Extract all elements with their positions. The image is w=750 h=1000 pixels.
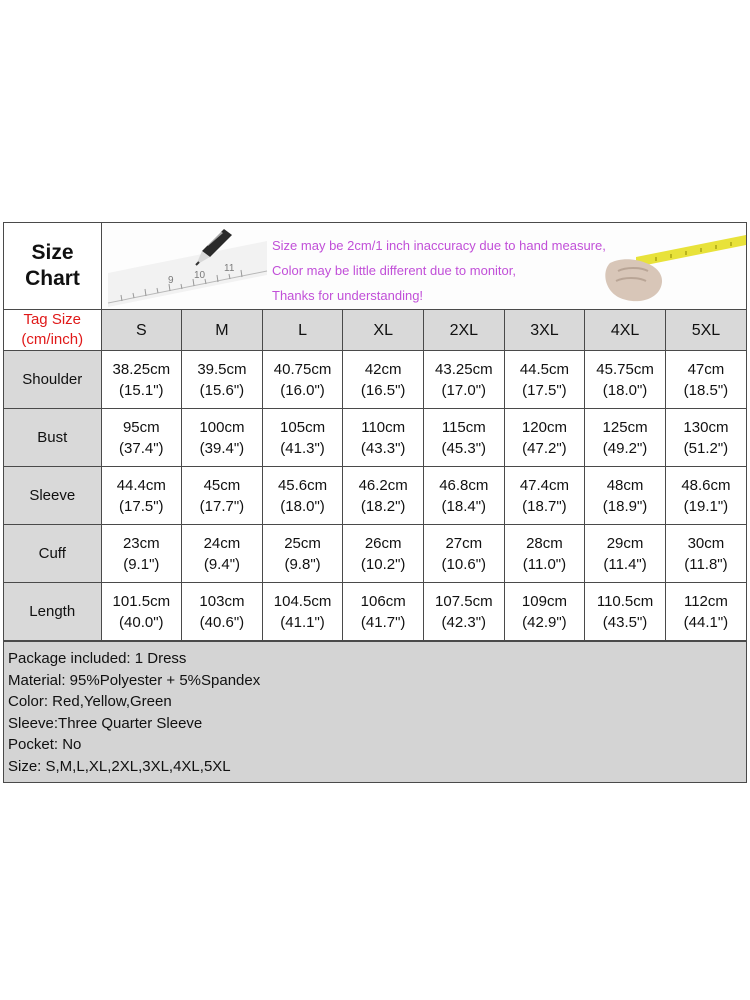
info-line: Color: Red,Yellow,Green bbox=[8, 693, 172, 711]
measurement-cell bbox=[262, 351, 343, 409]
size-header: 5XL bbox=[665, 310, 746, 351]
measurement-cell bbox=[182, 525, 263, 583]
cm-value: 43.25cm bbox=[435, 360, 493, 378]
cm-value: 29cm bbox=[606, 534, 644, 552]
size-header: 3XL bbox=[504, 310, 585, 351]
cm-value: 100cm bbox=[199, 418, 245, 436]
measurement-banner bbox=[102, 223, 746, 309]
cm-value: 28cm bbox=[526, 534, 563, 552]
inch-value: (17.5") bbox=[522, 381, 567, 399]
measurement-cell bbox=[424, 525, 505, 583]
cm-value: 110cm bbox=[361, 418, 406, 436]
tag-size-line-2: (cm/inch) bbox=[21, 331, 84, 348]
inch-value: (16.0") bbox=[280, 381, 325, 399]
cm-value: 109cm bbox=[521, 592, 567, 610]
measurement-cell bbox=[665, 525, 746, 583]
cm-value: 125cm bbox=[602, 418, 648, 436]
cm-value: 45.6cm bbox=[277, 476, 328, 494]
inch-value: (18.4") bbox=[441, 497, 487, 515]
inch-value: (9.8") bbox=[284, 555, 321, 573]
inch-value: (42.9") bbox=[522, 613, 567, 631]
cm-value: 26cm bbox=[364, 534, 402, 552]
ruler-number-9: 9 bbox=[168, 275, 174, 286]
size-chart bbox=[3, 222, 747, 783]
cm-value: 47.4cm bbox=[519, 476, 570, 494]
inch-value: (41.7") bbox=[360, 613, 406, 631]
measurement-cell bbox=[424, 467, 505, 525]
measurement-row-shoulder bbox=[4, 351, 746, 409]
tag-size-line-1: Tag Size bbox=[23, 311, 82, 328]
measurement-cell bbox=[585, 351, 666, 409]
measurement-cell bbox=[182, 409, 263, 467]
size-header: 4XL bbox=[585, 310, 666, 351]
measurement-cell bbox=[101, 351, 182, 409]
measurement-row-sleeve bbox=[4, 467, 746, 525]
cm-value: 103cm bbox=[199, 592, 245, 610]
cm-value: 25cm bbox=[284, 534, 321, 552]
inch-value: (18.0") bbox=[280, 497, 325, 515]
measurement-cell bbox=[424, 409, 505, 467]
measurement-row-bust bbox=[4, 409, 746, 467]
measurement-cell bbox=[262, 467, 343, 525]
cm-value: 39.5cm bbox=[197, 360, 247, 378]
inch-value: (18.0") bbox=[602, 381, 648, 399]
inch-value: (17.0") bbox=[441, 381, 487, 399]
measurement-cell bbox=[665, 409, 746, 467]
info-line: Pocket: No bbox=[8, 736, 82, 754]
ruler-number-10: 10 bbox=[194, 270, 206, 281]
note-line-3: Thanks for understanding! bbox=[272, 288, 424, 303]
row-label: Shoulder bbox=[4, 351, 101, 409]
inch-value: (43.3") bbox=[360, 439, 406, 457]
row-label: Sleeve bbox=[4, 467, 101, 525]
measurement-cell bbox=[101, 409, 182, 467]
cm-value: 46.2cm bbox=[358, 476, 408, 494]
info-line: Size: S,M,L,XL,2XL,3XL,4XL,5XL bbox=[8, 757, 231, 775]
inch-value: (51.2") bbox=[683, 439, 729, 457]
measurement-cell bbox=[665, 583, 746, 641]
inch-value: (40.0") bbox=[119, 613, 164, 631]
measurement-cell bbox=[262, 583, 343, 641]
inch-value: (18.2") bbox=[360, 497, 406, 515]
chart-title bbox=[4, 223, 102, 309]
note-line-1: Size may be 2cm/1 inch inaccuracy due to hand measure, bbox=[272, 238, 606, 253]
measurement-cell bbox=[504, 351, 585, 409]
row-label: Length bbox=[4, 583, 101, 641]
size-header: XL bbox=[343, 310, 424, 351]
inch-value: (15.1") bbox=[119, 381, 164, 399]
size-table bbox=[4, 310, 746, 641]
measurement-cell bbox=[262, 409, 343, 467]
measurement-cell bbox=[424, 351, 505, 409]
chart-title-line-1: Size bbox=[31, 241, 74, 264]
size-header-row bbox=[4, 310, 746, 351]
row-label: Cuff bbox=[4, 525, 101, 583]
cm-value: 44.4cm bbox=[116, 476, 166, 494]
measurement-cell bbox=[504, 583, 585, 641]
inch-value: (15.6") bbox=[199, 381, 245, 399]
cm-value: 101.5cm bbox=[112, 592, 171, 610]
chart-title-line-2: Chart bbox=[25, 267, 80, 290]
cm-value: 115cm bbox=[441, 418, 486, 436]
cm-value: 45cm bbox=[203, 476, 241, 494]
measurement-cell bbox=[343, 351, 424, 409]
cm-value: 27cm bbox=[445, 534, 483, 552]
cm-value: 38.25cm bbox=[112, 360, 171, 378]
cm-value: 104.5cm bbox=[273, 592, 332, 610]
size-header: S bbox=[101, 310, 182, 351]
measurement-cell bbox=[504, 467, 585, 525]
measurement-cell bbox=[182, 583, 263, 641]
inch-value: (37.4") bbox=[119, 439, 164, 457]
inch-value: (49.2") bbox=[602, 439, 648, 457]
inch-value: (45.3") bbox=[441, 439, 487, 457]
chart-header bbox=[4, 223, 746, 310]
info-line: Material: 95%Polyester + 5%Spandex bbox=[8, 671, 261, 689]
cm-value: 44.5cm bbox=[519, 360, 570, 378]
tag-size-label bbox=[4, 310, 101, 351]
measurement-row-length bbox=[4, 583, 746, 641]
cm-value: 106cm bbox=[360, 592, 406, 610]
inch-value: (18.9") bbox=[602, 497, 648, 515]
inch-value: (47.2") bbox=[522, 439, 567, 457]
inch-value: (16.5") bbox=[360, 381, 406, 399]
measurement-cell bbox=[262, 525, 343, 583]
inch-value: (18.5") bbox=[683, 381, 729, 399]
inch-value: (17.5") bbox=[119, 497, 164, 515]
cm-value: 48cm bbox=[606, 476, 644, 494]
inch-value: (9.4") bbox=[203, 555, 241, 573]
inch-value: (41.1") bbox=[280, 613, 325, 631]
size-header: L bbox=[262, 310, 343, 351]
measurement-cell bbox=[343, 583, 424, 641]
measurement-cell bbox=[182, 351, 263, 409]
measurement-cell bbox=[585, 583, 666, 641]
cm-value: 105cm bbox=[280, 418, 326, 436]
size-header: 2XL bbox=[424, 310, 505, 351]
ruler-number-11: 11 bbox=[224, 263, 235, 274]
measurement-cell bbox=[343, 409, 424, 467]
measurement-cell bbox=[101, 525, 182, 583]
info-line: Package included: 1 Dress bbox=[8, 650, 187, 667]
cm-value: 42cm bbox=[364, 360, 402, 378]
measurement-cell bbox=[343, 467, 424, 525]
inch-value: (11.4") bbox=[603, 555, 647, 573]
measurement-cell bbox=[182, 467, 263, 525]
measurement-cell bbox=[665, 467, 746, 525]
measurement-cell bbox=[585, 525, 666, 583]
measurement-cell bbox=[585, 467, 666, 525]
cm-value: 47cm bbox=[687, 360, 725, 378]
cm-value: 40.75cm bbox=[273, 360, 332, 378]
measurement-notes bbox=[272, 233, 606, 308]
cm-value: 95cm bbox=[122, 418, 160, 436]
measurement-row-cuff bbox=[4, 525, 746, 583]
inch-value: (9.1") bbox=[123, 555, 160, 573]
inch-value: (18.7") bbox=[522, 497, 567, 515]
cm-value: 110.5cm bbox=[596, 592, 654, 610]
note-line-2: Color may be little different due to monitor, bbox=[272, 263, 516, 278]
cm-value: 130cm bbox=[683, 418, 729, 436]
inch-value: (10.6") bbox=[441, 555, 487, 573]
measurement-cell bbox=[101, 467, 182, 525]
cm-value: 107.5cm bbox=[435, 592, 493, 610]
cm-value: 24cm bbox=[203, 534, 241, 552]
inch-value: (19.1") bbox=[683, 497, 729, 515]
inch-value: (10.2") bbox=[360, 555, 406, 573]
measurement-cell bbox=[585, 409, 666, 467]
measurement-cell bbox=[343, 525, 424, 583]
inch-value: (42.3") bbox=[441, 613, 487, 631]
inch-value: (11.0") bbox=[522, 555, 567, 573]
info-line: Sleeve:Three Quarter Sleeve bbox=[8, 714, 203, 732]
measurement-cell bbox=[504, 525, 585, 583]
inch-value: (43.5") bbox=[602, 613, 648, 631]
hand-tape-measure-illustration bbox=[596, 223, 746, 309]
inch-value: (11.8") bbox=[684, 555, 728, 573]
measurement-cell bbox=[424, 583, 505, 641]
row-label: Bust bbox=[4, 409, 101, 467]
cm-value: 120cm bbox=[521, 418, 567, 436]
inch-value: (40.6") bbox=[199, 613, 245, 631]
inch-value: (39.4") bbox=[199, 439, 245, 457]
cm-value: 46.8cm bbox=[439, 476, 489, 494]
measurement-cell bbox=[665, 351, 746, 409]
cm-value: 23cm bbox=[122, 534, 160, 552]
inch-value: (41.3") bbox=[280, 439, 325, 457]
cm-value: 112cm bbox=[683, 592, 728, 610]
inch-value: (17.7") bbox=[199, 497, 245, 515]
cm-value: 48.6cm bbox=[681, 476, 731, 494]
pen-ruler-illustration bbox=[102, 223, 272, 309]
package-info bbox=[4, 641, 746, 782]
size-header: M bbox=[182, 310, 263, 351]
inch-value: (44.1") bbox=[683, 613, 729, 631]
cm-value: 45.75cm bbox=[596, 360, 654, 378]
measurement-cell bbox=[504, 409, 585, 467]
measurement-cell bbox=[101, 583, 182, 641]
cm-value: 30cm bbox=[687, 534, 725, 552]
